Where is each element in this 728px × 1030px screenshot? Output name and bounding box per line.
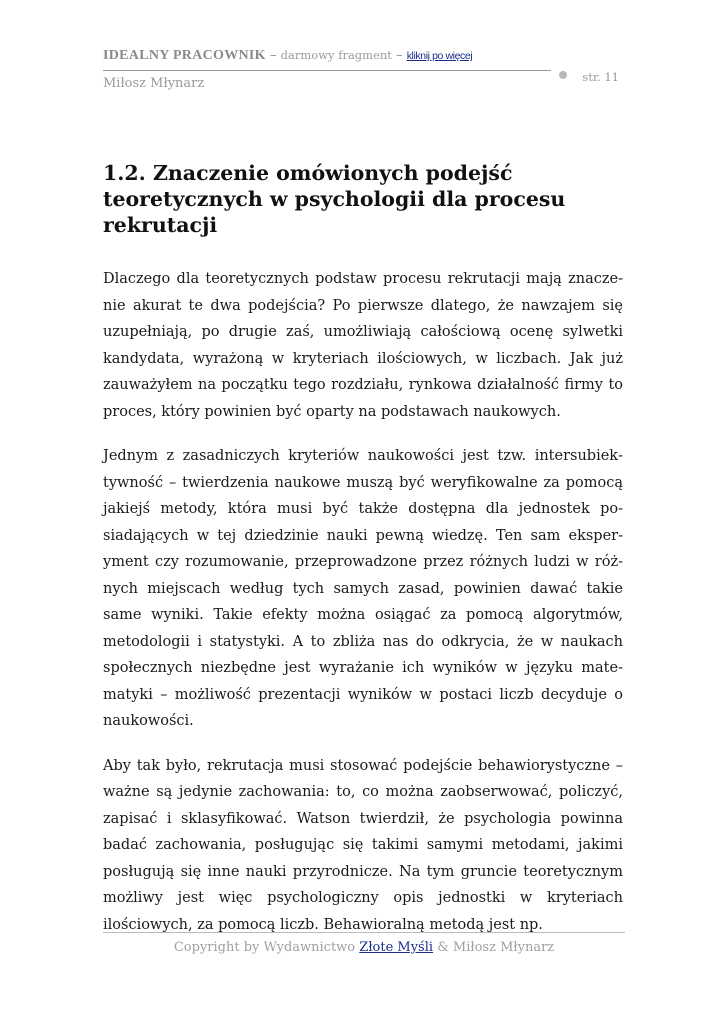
page-header xyxy=(103,48,627,108)
copyright-prefix: Copyright by Wydawnictwo xyxy=(173,940,356,955)
footer-divider xyxy=(103,932,625,933)
book-title: IDEALNY PRACOWNIK xyxy=(103,48,266,63)
page-footer xyxy=(103,940,625,955)
publisher-link[interactable]: Złote Myśli xyxy=(359,940,434,955)
copyright-suffix: & Miłosz Młynarz xyxy=(437,940,555,955)
body-text xyxy=(103,266,623,956)
header-divider xyxy=(103,70,551,71)
page-number: str. 11 xyxy=(582,70,619,84)
paragraph: Aby tak było, rekrutacja musi stosować podejście behawiorystyczne – ważne są jedynie zachowania: to, co można zaobserwować, policzyć, zapisać i sklasyfikować. Watson twierdził, że psychologia powinna badać zachowania, posługując się takimi samymi metodami, jakimi posługują się inne nauki przyrodnicze. Na tym gruncie teoretycznym możliwy jest więc psychologiczny opis jednostki w kryteriach ilościowych, za pomocą liczb. Behawioralną metodą jest np. xyxy=(103,757,623,933)
chapter-title: 1.2. Znaczenie omówionych podejść teoretycznych w psychologii dla procesu rekrutacji xyxy=(103,161,566,237)
header-author: Miłosz Młynarz xyxy=(103,76,205,91)
paragraph: Dlaczego dla teoretycznych podstaw procesu rekrutacji mają znaczenie akurat te dwa podejścia? Po pierwsze dlatego, że nawzajem się uzupełniają, po drugie zaś, umożliwiają całościową ocenę sylwetki kandydata, wyrażoną w kryteriach ilościowych, w liczbach. Jak już zauważyłem na początku tego rozdziału, rynkowa działalność firmy to proces, który powinien być oparty na podstawach naukowych. xyxy=(103,271,623,420)
fragment-label: darmowy fragment xyxy=(280,48,392,62)
header-title-line xyxy=(103,48,472,64)
bullet-dot-icon xyxy=(559,71,567,79)
more-link[interactable]: kliknij po więcej xyxy=(406,50,473,62)
paragraph: Jednym z zasadniczych kryteriów naukowości jest tzw. intersubiektywność – twierdzenia naukowe muszą być weryfikowalne za pomocą jakiejś metody, która musi być także dostępna dla jednostek posiadających w tej dziedzinie nauki pewną wiedzę. Ten sam eksperyment czy rozumowanie, przeprowadzone przez różnych ludzi w różnych miejscach według tych samych zasad, powinien dawać takie same wyniki. Takie efekty można osiągać za pomocą algorytmów, metodologii i statystyki. A to zbliża nas do odkrycia, że w naukach społecznych niezbędne jest wyrażanie ich wyników w języku matematyki – możliwość prezentacji wyników w postaci liczb decyduje o naukowości. xyxy=(103,448,623,729)
header-separator: – xyxy=(396,48,403,63)
header-separator: – xyxy=(270,48,277,63)
